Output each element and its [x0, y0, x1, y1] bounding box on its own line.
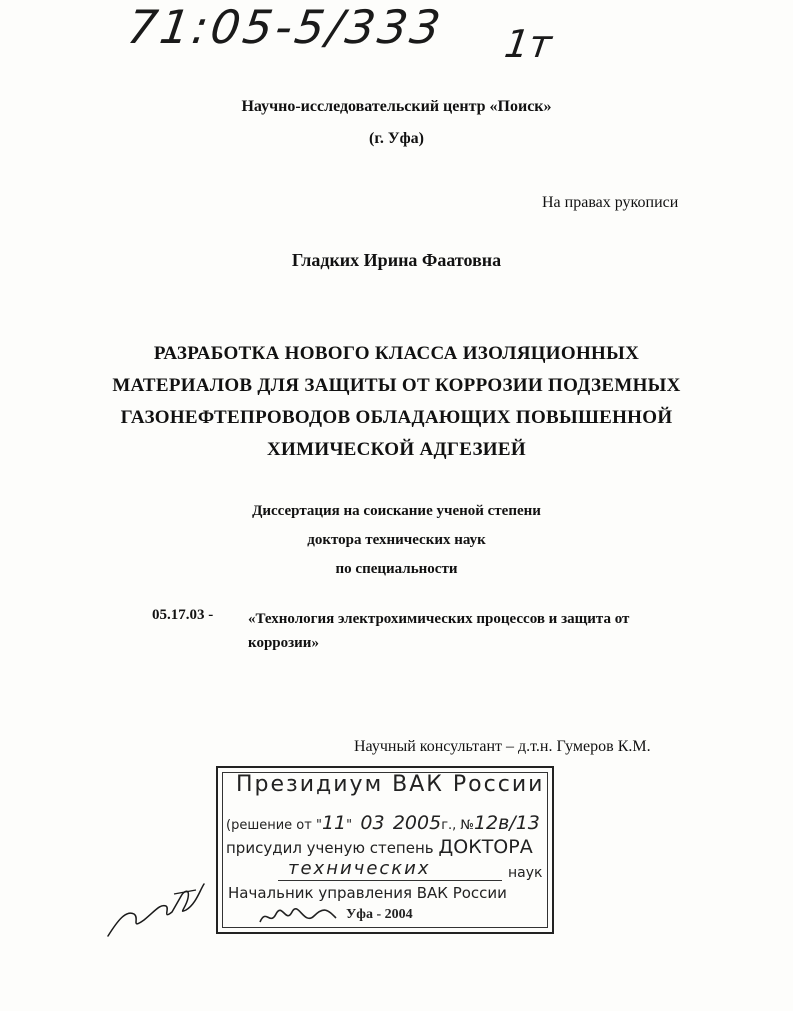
organization-name: Научно-исследовательский центр «Поиск»	[241, 98, 552, 115]
vak-stamp	[216, 766, 554, 934]
title-line: ГАЗОНЕФТЕПРОВОДОВ ОБЛАДАЮЩИХ ПОВЫШЕННОЙ	[120, 407, 673, 428]
stamp-month: 03	[360, 812, 385, 834]
city: (г. Уфа)	[369, 130, 424, 147]
rights-notice: На правах рукописи	[542, 194, 679, 211]
author-name: Гладких Ирина Фаатовна	[291, 250, 502, 270]
stamp-head: Начальник управления ВАК России	[228, 884, 507, 902]
specialty-name: «Технология электрохимических процессов и защита от коррозии»	[248, 611, 630, 651]
stamp-awarded-prefix: присудил ученую степень	[226, 839, 434, 857]
stamp-decision-prefix: (решение от "	[226, 818, 322, 833]
dissertation-info	[0, 497, 793, 584]
stamp-year-suffix: г., №	[441, 818, 474, 833]
title-line: ХИМИЧЕСКОЙ АДГЕЗИЕЙ	[267, 439, 526, 460]
title-line: РАЗРАБОТКА НОВОГО КЛАССА ИЗОЛЯЦИОННЫХ	[153, 343, 640, 364]
stamp-decision: (решение от "11" 03 2005г., №12в/13	[226, 812, 540, 834]
stamp-title: Президиум ВАК России	[236, 772, 545, 797]
stamp-degree: ДОКТОРА	[438, 836, 533, 858]
stamp-place-year: Уфа - 2004	[346, 907, 413, 922]
archive-suffix: 1т	[501, 22, 555, 66]
specialty-code: 05.17.03 -	[152, 607, 214, 623]
handwritten-signature	[104, 880, 214, 945]
dissertation-line: по специальности	[335, 561, 458, 577]
dissertation-line: Диссертация на соискание ученой степени	[252, 503, 541, 519]
stamp-number: 12в/13	[473, 812, 540, 834]
dissertation-title	[0, 338, 793, 466]
stamp-awarded	[226, 836, 533, 858]
dissertation-line: доктора технических наук	[307, 532, 486, 548]
archive-number: 71:05-5/333	[124, 0, 447, 54]
stamp-science: технических	[288, 858, 431, 879]
stamp-science-suffix: наук	[508, 865, 543, 881]
stamp-day: 11	[321, 812, 347, 834]
title-line: МАТЕРИАЛОВ ДЛЯ ЗАЩИТЫ ОТ КОРРОЗИИ ПОДЗЕМНЫХ	[112, 375, 681, 396]
scientific-consultant: Научный консультант – д.т.н. Гумеров К.М.	[354, 738, 651, 755]
stamp-year: 2005	[392, 812, 442, 834]
stamp-signature	[258, 904, 338, 935]
